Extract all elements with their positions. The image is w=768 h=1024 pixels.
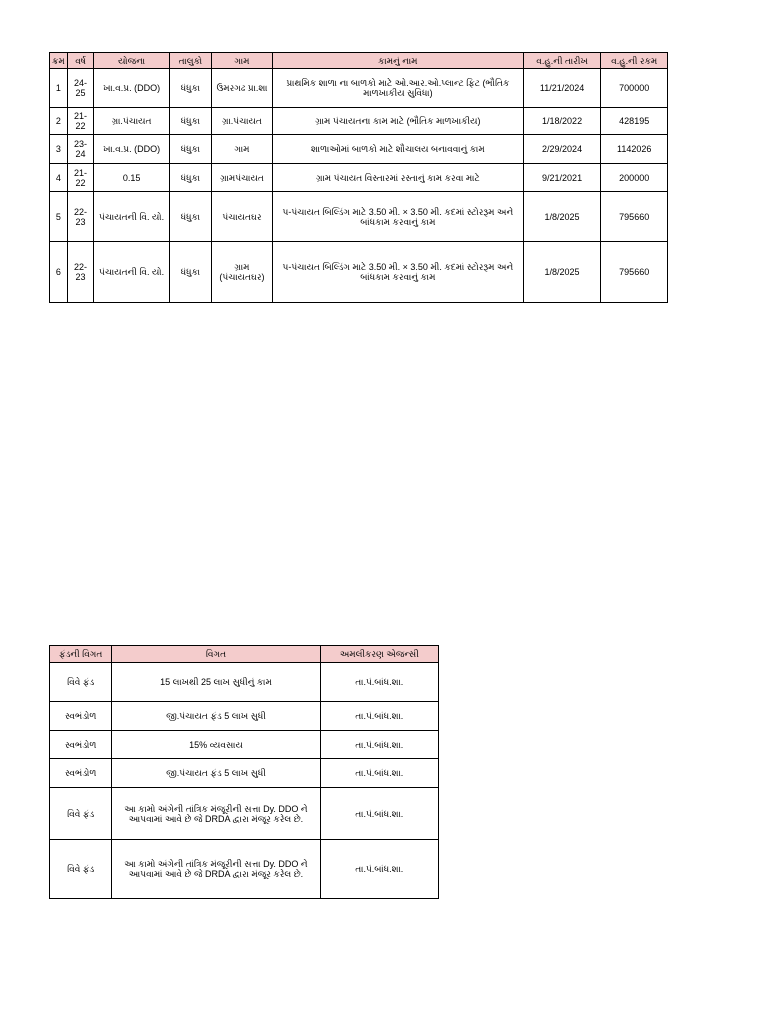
column-header: વિગત: [112, 646, 320, 663]
table-cell: વિવે ફંડ: [50, 663, 112, 702]
column-header: વ.હુ.ની તારીખ: [523, 53, 601, 69]
works-table-header: [50, 53, 668, 69]
table-cell: ગ્રા.પંચાયત: [211, 108, 272, 135]
table-cell: જી.પંચાયત ફંડ 5 લાખ સુધી: [112, 759, 320, 788]
table-cell: જી.પંચાયત ફંડ 5 લાખ સુધી: [112, 702, 320, 731]
table-cell: 1142026: [601, 135, 668, 164]
table-cell: ધંધુકા: [169, 192, 211, 242]
table-row: [50, 164, 668, 192]
table-cell: ગ્રામ પંચાયતના કામ માટે (ભૌતિક માળખાકીય): [272, 108, 523, 135]
table-cell: પંચાયતની વિ. યો.: [94, 192, 169, 242]
table-cell: તા.પં.બાંધ.શા.: [320, 840, 438, 899]
table-cell: 21-22: [67, 108, 94, 135]
fund-table: [49, 645, 439, 899]
table-cell: 23-24: [67, 135, 94, 164]
table-cell: ખા.વ.પ્ર. (DDO): [94, 69, 169, 108]
table-cell: તા.પં.બાંધ.શા.: [320, 702, 438, 731]
table-row: [50, 108, 668, 135]
table-cell: ગ્રા.પંચાયત: [94, 108, 169, 135]
table-cell: 200000: [601, 164, 668, 192]
table-cell: તા.પં.બાંધ.શા.: [320, 663, 438, 702]
table-cell: 1: [50, 69, 68, 108]
table-row: [50, 840, 439, 899]
table-cell: 0.15: [94, 164, 169, 192]
table-row: [50, 69, 668, 108]
works-table-body: [50, 69, 668, 303]
table-cell: ગ્રામપંચાયત: [211, 164, 272, 192]
table-cell: 11/21/2024: [523, 69, 601, 108]
table-cell: 15 લાખથી 25 લાખ સુધીનું કામ: [112, 663, 320, 702]
column-header: અમલીકરણ એજન્સી: [320, 646, 438, 663]
table-cell: પંચાયતઘર: [211, 192, 272, 242]
table-row: [50, 135, 668, 164]
table-cell: પ-પંચાયત બિલ્ડિંગ માટે 3.50 મી. × 3.50 મી. કદમાં સ્ટોરરૂમ અને બાંધકામ કરવાનું કામ: [272, 192, 523, 242]
table-cell: આ કામો અંગેની તાંત્રિક મંજૂરીની સત્તા Dy. DDO ને આપવામાં આવે છે જે DRDA દ્વારા મંજૂર કરેલ છે.: [112, 788, 320, 840]
column-header: વ.હુ.ની રકમ: [601, 53, 668, 69]
table-cell: 700000: [601, 69, 668, 108]
table-cell: ગ્રામ પંચાયત વિસ્તારમાં રસ્તાનું કામ કરવા માટે: [272, 164, 523, 192]
table-cell: ઉમરગઢ પ્રા.શા: [211, 69, 272, 108]
table-cell: ધંધુકા: [169, 135, 211, 164]
table-cell: ખા.વ.પ્ર. (DDO): [94, 135, 169, 164]
table-cell: ગ્રામ (પંચાયતઘર): [211, 242, 272, 303]
table-cell: 3: [50, 135, 68, 164]
table-row: [50, 788, 439, 840]
table-cell: ગામ: [211, 135, 272, 164]
table-cell: તા.પં.બાંધ.શા.: [320, 731, 438, 759]
column-header: ફંડની વિગત: [50, 646, 112, 663]
column-header: વર્ષ: [67, 53, 94, 69]
fund-table-body: [50, 663, 439, 899]
table-cell: 5: [50, 192, 68, 242]
column-header: ગામ: [211, 53, 272, 69]
table-cell: પંચાયતની વિ. યો.: [94, 242, 169, 303]
table-cell: વિવે ફંડ: [50, 840, 112, 899]
table-cell: 6: [50, 242, 68, 303]
table-cell: વિવે ફંડ: [50, 788, 112, 840]
table-cell: 22-23: [67, 192, 94, 242]
table-cell: 15% વ્યવસાય: [112, 731, 320, 759]
header-row: [50, 53, 668, 69]
table-row: [50, 192, 668, 242]
works-table: [49, 52, 668, 303]
table-row: [50, 731, 439, 759]
table-cell: પ-પંચાયત બિલ્ડિંગ માટે 3.50 મી. × 3.50 મી. કદમાં સ્ટોરરૂમ અને બાંધકામ કરવાનું કામ: [272, 242, 523, 303]
fund-table-header: [50, 646, 439, 663]
table-cell: 795660: [601, 192, 668, 242]
column-header: ક્રમ: [50, 53, 68, 69]
table-cell: 2: [50, 108, 68, 135]
table-cell: સ્વભંડોળ: [50, 702, 112, 731]
table-cell: સ્વભંડોળ: [50, 731, 112, 759]
table-cell: આ કામો અંગેની તાંત્રિક મંજૂરીની સત્તા Dy. DDO ને આપવામાં આવે છે જે DRDA દ્વારા મંજૂર કરેલ છે.: [112, 840, 320, 899]
table-cell: શાળાઓમાં બાળકો માટે શૌચાલય બનાવવાનું કામ: [272, 135, 523, 164]
column-header: તાલુકો: [169, 53, 211, 69]
table-cell: 2/29/2024: [523, 135, 601, 164]
table-cell: 21-22: [67, 164, 94, 192]
table-cell: સ્વભંડોળ: [50, 759, 112, 788]
column-header: યોજના: [94, 53, 169, 69]
table-cell: 428195: [601, 108, 668, 135]
table-cell: ધંધુકા: [169, 242, 211, 303]
table-cell: 1/8/2025: [523, 242, 601, 303]
table-cell: 24-25: [67, 69, 94, 108]
table-cell: ધંધુકા: [169, 69, 211, 108]
table-row: [50, 702, 439, 731]
table-row: [50, 242, 668, 303]
table-cell: 22-23: [67, 242, 94, 303]
table-cell: પ્રાથમિક શાળા ના બાળકો માટે ઓ.આર.ઓ.પ્લાન્ટ ફિટ (ભૌતિક માળખાકીય સુવિધા): [272, 69, 523, 108]
table-cell: 4: [50, 164, 68, 192]
table-cell: 1/8/2025: [523, 192, 601, 242]
table-cell: ધંધુકા: [169, 108, 211, 135]
column-header: કામનું નામ: [272, 53, 523, 69]
table-cell: 9/21/2021: [523, 164, 601, 192]
table-cell: તા.પં.બાંધ.શા.: [320, 759, 438, 788]
table-row: [50, 759, 439, 788]
table-cell: 1/18/2022: [523, 108, 601, 135]
table-row: [50, 663, 439, 702]
table-cell: તા.પં.બાંધ.શા.: [320, 788, 438, 840]
header-row: [50, 646, 439, 663]
table-cell: 795660: [601, 242, 668, 303]
table-cell: ધંધુકા: [169, 164, 211, 192]
